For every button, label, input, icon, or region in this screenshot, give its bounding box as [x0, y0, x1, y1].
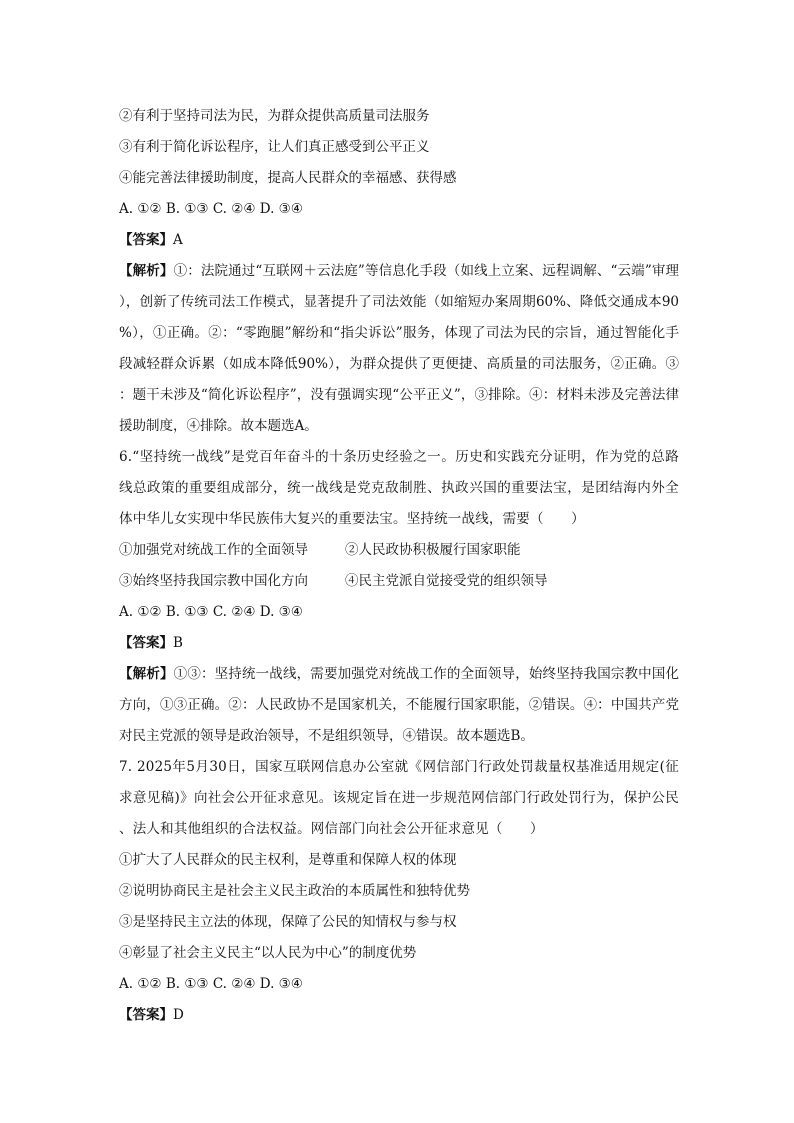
q6-option-2: ②人民政协积极履行国家职能: [345, 542, 521, 558]
q7-item-2: ②说明协商民主是社会主义民主政治的本质属性和独特优势: [119, 883, 470, 899]
q7-item-4: ④彰显了社会主义民主“以人民为中心”的制度优势: [119, 945, 417, 961]
answer-label: 【答案】: [119, 1007, 173, 1023]
q6-answer: [119, 628, 679, 659]
q6-options-row-2: [119, 566, 679, 597]
q7-item-1: ①扩大了人民群众的民主权利，是尊重和保障人权的体现: [119, 852, 457, 868]
q6-options-row-1: [119, 535, 679, 566]
q5-analysis: [119, 256, 679, 442]
q5-item-4: ④能完善法律援助制度，提高人民群众的幸福感、获得感: [119, 170, 457, 186]
q7-answer: [119, 1000, 679, 1031]
q5-choices: A. ①② B. ①③ C. ②④ D. ③④: [119, 201, 303, 217]
q6-option-3: ③始终坚持我国宗教中国化方向: [119, 573, 308, 589]
q5-answer: [119, 225, 679, 256]
answer-value: D: [173, 1007, 184, 1023]
answer-value: B: [173, 635, 183, 651]
q6-stem: 6.“坚持统一战线”是党百年奋斗的十条历史经验之一。历史和实践充分证明，作为党的总路线总政策的重要组成部分，统一战线是党克敌制胜、执政兴国的重要法宝，是团结海内外全体中华儿女实现中华民族伟大复兴的重要法宝。坚持统一战线，需要（ ）: [119, 449, 679, 527]
analysis-text: ①：法院通过“互联网＋云法庭”等信息化手段（如线上立案、远程调解、“云端”审理），创新了传统司法工作模式，显著提升了司法效能（如缩短办案周期60%、降低交通成本90%），①正确。②：“零跑腿”解纷和“指尖诉讼”服务，体现了司法为民的宗旨，通过智能化手段减轻群众诉累（如成本降低90%），为群众提供了更便捷、高质量的司法服务，②正确。③：题干未涉及“简化诉讼程序”，没有强调实现“公平正义”，③排除。④：材料未涉及完善法律援助制度，④排除。故本题选A。: [119, 263, 679, 434]
q7-choices: A. ①② B. ①③ C. ②④ D. ③④: [119, 976, 303, 992]
q7-stem: 7. 2025年5月30日，国家互联网信息办公室就《网信部门行政处罚裁量权基准适用规定(征求意见稿)》向社会公开征求意见。该规定旨在进一步规范网信部门行政处罚行为，保护公民、法人和其他组织的合法权益。网信部门向社会公开征求意见（ ）: [119, 759, 679, 837]
analysis-label: 【解析】: [119, 263, 174, 279]
q5-item-3: ③有利于简化诉讼程序，让人们真正感受到公平正义: [119, 139, 430, 155]
q5-item-2: ②有利于坚持司法为民，为群众提供高质量司法服务: [119, 108, 430, 124]
q6-analysis: [119, 659, 679, 752]
answer-label: 【答案】: [119, 232, 173, 248]
q6-option-1: ①加强党对统战工作的全面领导: [119, 542, 308, 558]
q7-item-3: ③是坚持民主立法的体现，保障了公民的知情权与参与权: [119, 914, 457, 930]
answer-value: A: [173, 232, 183, 248]
analysis-text: ①③：坚持统一战线，需要加强党对统战工作的全面领导，始终坚持我国宗教中国化方向，①③正确。②：人民政协不是国家机关，不能履行国家职能，②错误。④：中国共产党对民主党派的领导是政治领导，不是组织领导，④错误。故本题选B。: [119, 666, 680, 744]
q6-choices: A. ①② B. ①③ C. ②④ D. ③④: [119, 604, 303, 620]
answer-label: 【答案】: [119, 635, 173, 651]
q6-option-4: ④民主党派自觉接受党的组织领导: [345, 573, 548, 589]
page-content: [119, 101, 679, 1031]
analysis-label: 【解析】: [119, 666, 174, 682]
